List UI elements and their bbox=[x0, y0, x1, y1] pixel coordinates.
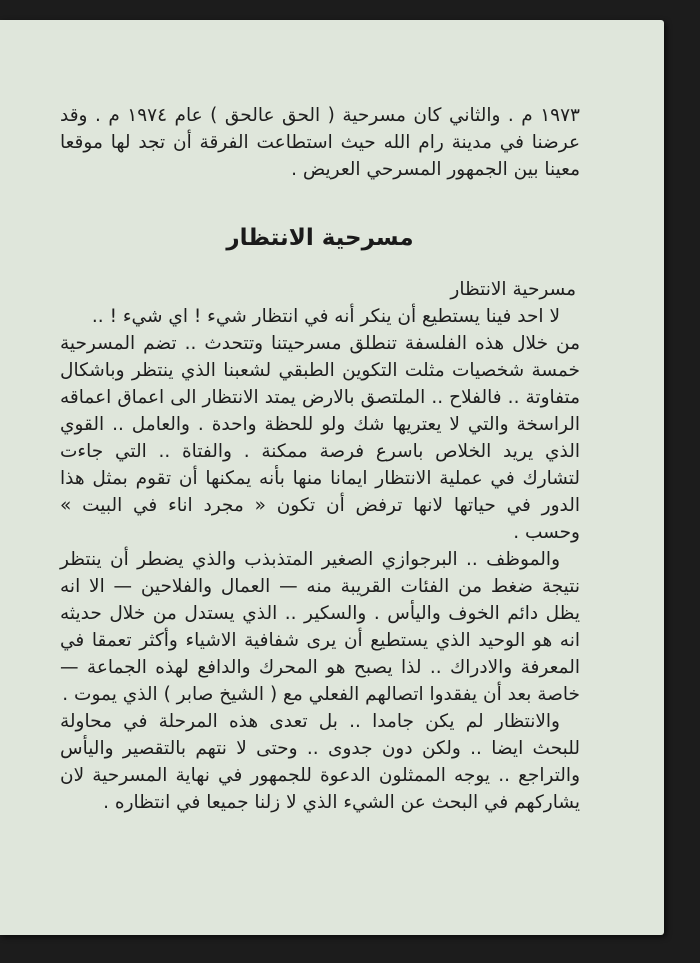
intro-paragraph bbox=[60, 102, 580, 183]
subtitle: مسرحية الانتظار bbox=[450, 279, 576, 300]
intro-text: ١٩٧٣ م . والثاني كان مسرحية ( الحق عالحق ) عام ١٩٧٤ م . وقد عرضنا في مدينة رام الله حيث استطاعت الفرقة أن تجد لها موقعا معينا بين الجمهور المسرحي العريض . bbox=[60, 105, 580, 180]
paragraph: والانتظار لم يكن جامدا .. بل تعدى هذه المرحلة في محاولة للبحث ايضا .. ولكن دون جدوى .. وحتى لا نتهم بالتقصير واليأس والتراجع .. يوجه الممثلون الدعوة للجمهور في نهاية المسرحية لان يشاركهم في البحث عن الشيء الذي لا زلنا جميعا في انتظاره . bbox=[60, 711, 580, 813]
paragraph: لا احد فينا يستطيع أن ينكر أنه في انتظار شيء ! اي شيء ! .. bbox=[91, 306, 560, 327]
paragraph: من خلال هذه الفلسفة تنطلق مسرحيتنا وتتحدث .. تضم المسرحية خمسة شخصيات مثلت التكوين الطبقي لشعبنا الذي ينتظر وباشكال متفاوتة .. فالفلاح .. الملتصق بالارض يمتد الانتظار الى اعماق اعماقه الراسخة والتي لا يعتريها شك ولو للحظة واحدة . والعامل .. القوي الذي يريد الخلاص باسرع فرصة ممكنة . والفتاة .. التي جاءت لتشارك في عملية الانتظار ايمانا منها بأنه يمكنها أن تقوم بمثل هذا الدور في حياتها لانها ترفض أن تكون « مجرد اناء في البيت » وحسب . bbox=[60, 333, 580, 543]
article-body bbox=[60, 276, 580, 816]
document-page bbox=[0, 20, 664, 935]
section-title: مسرحية الانتظار bbox=[226, 225, 414, 251]
paragraph: والموظف .. البرجوازي الصغير المتذبذب والذي يضطر أن ينتظر نتيجة ضغط من الفئات القريبة منه — العمال والفلاحين — الا انه يظل دائم الخوف واليأس . والسكير .. الذي يستدل من خلال حديثه انه هو الوحيد الذي يستطيع أن يرى شفافية الاشياء وأكثر تعمقا في المعرفة والادراك .. لذا يصبح هو المحرك والدافع لهذه الجماعة — خاصة بعد أن يفقدوا اتصالهم الفعلي مع ( الشيخ صابر ) الذي يموت . bbox=[60, 549, 580, 705]
